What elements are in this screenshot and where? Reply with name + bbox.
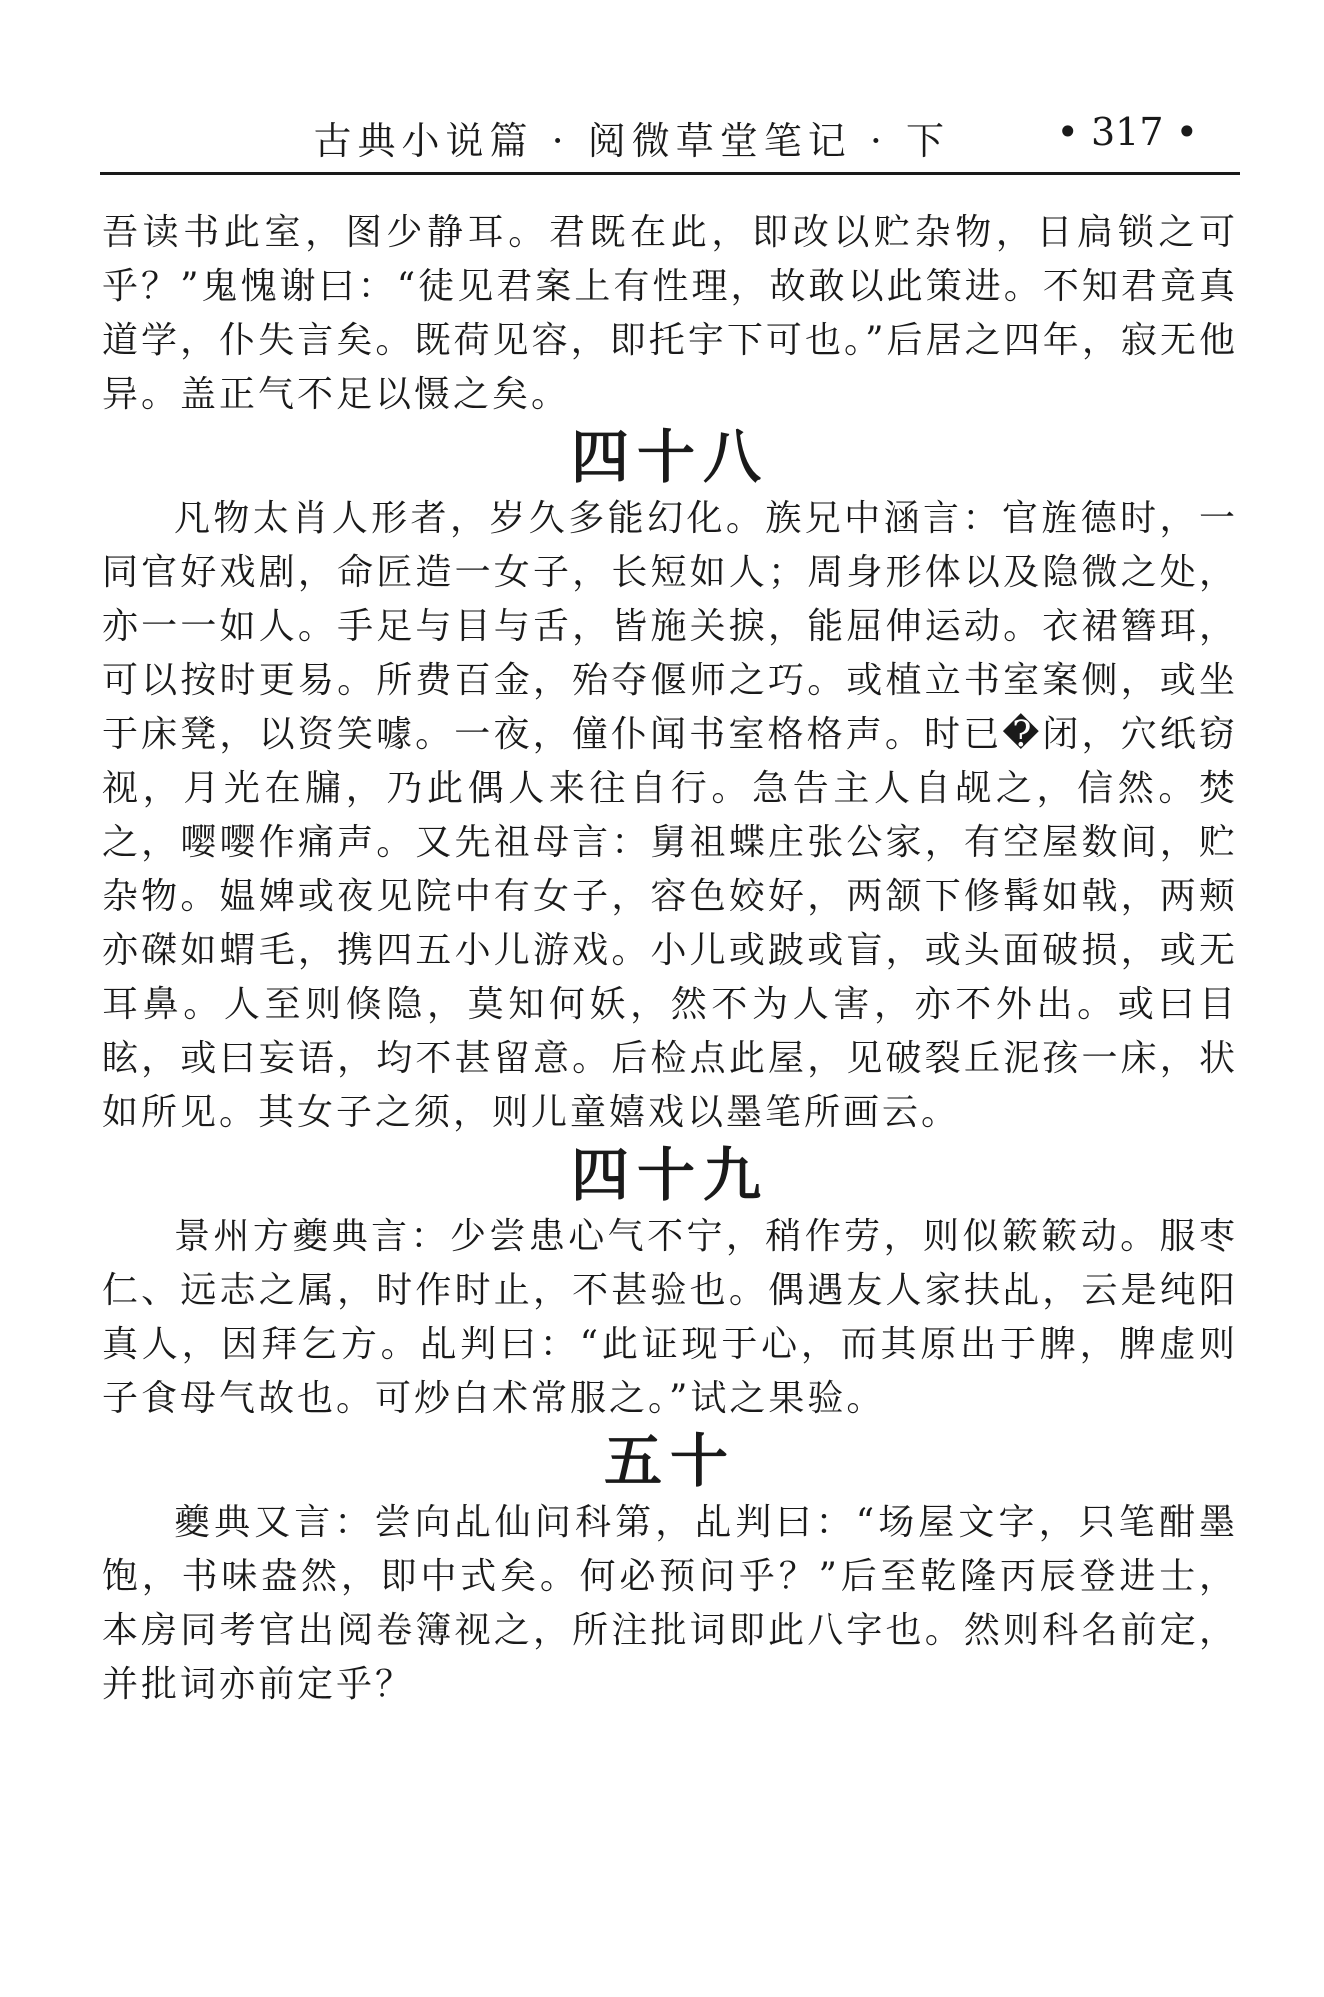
section-heading-50: 五十 bbox=[603, 1427, 736, 1495]
page-content bbox=[102, 206, 1238, 1712]
section-heading-48: 四十八 bbox=[570, 423, 769, 491]
section-48-paragraph: 凡物太肖人形者，岁久多能幻化。族兄中涵言：官旌德时，一同官好戏剧，命匠造一女子，长短如人；周身形体以及隐微之处，亦一一如人。手足与目与舌，皆施关捩，能屈伸运动。衣裙簪珥，可以按时更易。所费百金，殆夺偃师之巧。或植立书室案侧，或坐于床凳，以资笑噱。一夜，僮仆闻书室格格声。时已�闭，穴纸窃视，月光在牖，乃此偶人来往自行。急告主人自觇之，信然。焚之，嘤嘤作痛声。又先祖母言：舅祖蝶庄张公家，有空屋数间，贮杂物。媪婢或夜见院中有女子，容色姣好，两颔下修髯如戟，两颊亦磔如蝟毛，携四五小儿游戏。小儿或跛或盲，或头面破损，或无耳鼻。人至则倏隐，莫知何妖，然不为人害，亦不外出。或曰目眩，或曰妄语，均不甚留意。后检点此屋，见破裂丘泥孩一床，状如所见。其女子之须，则儿童嬉戏以墨笔所画云。 bbox=[102, 498, 1238, 1133]
section-49-paragraph: 景州方夔典言：少尝患心气不宁，稍作劳，则似簌簌动。服枣仁、远志之属，时作时止，不甚验也。偶遇友人家扶乩，云是纯阳真人，因拜乞方。乩判曰：“此证现于心，而其原出于脾，脾虚则子食母气故也。可炒白术常服之。”试之果验。 bbox=[102, 1216, 1238, 1419]
page-number: • 317 • bbox=[1056, 110, 1198, 154]
section-heading-49: 四十九 bbox=[570, 1141, 769, 1209]
intro-paragraph: 吾读书此室，图少静耳。君既在此，即改以贮杂物，日扃锁之可乎？”鬼愧谢曰：“徒见君案上有性理，故敢以此策进。不知君竟真道学，仆失言矣。既荷见容，即托宇下可也。”后居之四年，寂无他异。盖正气不足以慑之矣。 bbox=[102, 212, 1238, 415]
header-title: 古典小说篇 · 阅微草堂笔记 · 下 bbox=[313, 119, 950, 163]
running-header bbox=[100, 102, 1240, 175]
section-50-paragraph: 夔典又言：尝向乩仙问科第，乩判曰：“场屋文字，只笔酣墨饱，书味盎然，即中式矣。何必预问乎？”后至乾隆丙辰登进士，本房同考官出阅卷簿视之，所注批词即此八字也。然则科名前定，并批词亦前定乎？ bbox=[102, 1502, 1238, 1705]
